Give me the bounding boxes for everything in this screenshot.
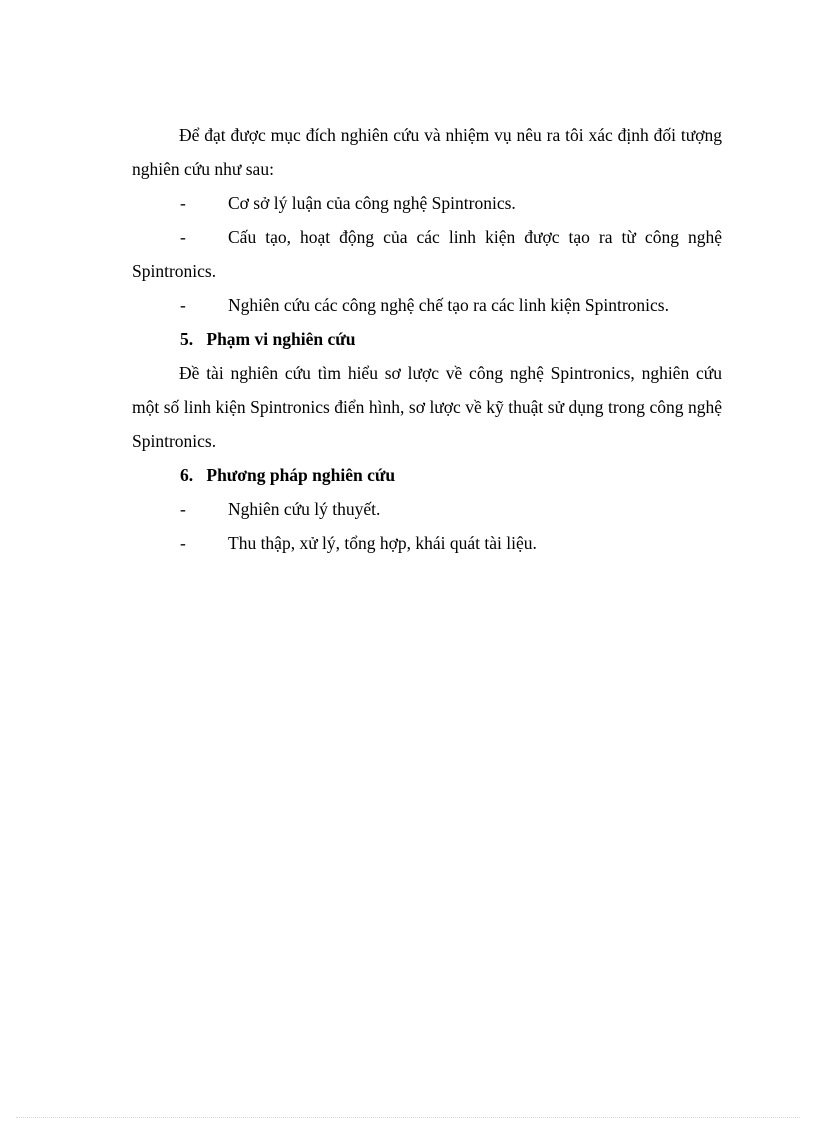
list-item xyxy=(132,220,722,288)
document-body xyxy=(132,118,722,560)
list-item-text: Thu thập, xử lý, tổng hợp, khái quát tài liệu. xyxy=(228,533,537,553)
list-item-text: Nghiên cứu các công nghệ chế tạo ra các linh kiện Spintronics. xyxy=(228,295,669,315)
list-item-text: Nghiên cứu lý thuyết. xyxy=(228,499,381,519)
intro-paragraph: Để đạt được mục đích nghiên cứu và nhiệm vụ nêu ra tôi xác định đối tượng nghiên cứu như sau: xyxy=(132,125,722,179)
section-number: 6. xyxy=(180,465,194,485)
section-6-heading xyxy=(132,458,722,492)
list-item xyxy=(132,186,722,220)
bullet-dash: - xyxy=(180,295,186,315)
list-item xyxy=(132,288,722,322)
section-5-heading xyxy=(132,322,722,356)
list-item xyxy=(132,492,722,526)
bullet-dash: - xyxy=(180,227,186,247)
list-item-text: Cơ sở lý luận của công nghệ Spintronics. xyxy=(228,193,516,213)
section-title: Phạm vi nghiên cứu xyxy=(206,329,356,349)
bullet-dash: - xyxy=(180,499,186,519)
section-title: Phương pháp nghiên cứu xyxy=(206,465,396,485)
list-item xyxy=(132,526,722,560)
list-item-text: Cấu tạo, hoạt động của các linh kiện được tạo ra từ công nghệ Spintronics. xyxy=(132,227,722,281)
bullet-dash: - xyxy=(180,193,186,213)
page-bottom-border xyxy=(16,1117,800,1118)
section-5-paragraph: Đề tài nghiên cứu tìm hiểu sơ lược về công nghệ Spintronics, nghiên cứu một số linh kiện Spintronics điển hình, sơ lược về kỹ thuật sử dụng trong công nghệ Spintronics. xyxy=(132,363,722,451)
bullet-dash: - xyxy=(180,533,186,553)
section-number: 5. xyxy=(180,329,194,349)
